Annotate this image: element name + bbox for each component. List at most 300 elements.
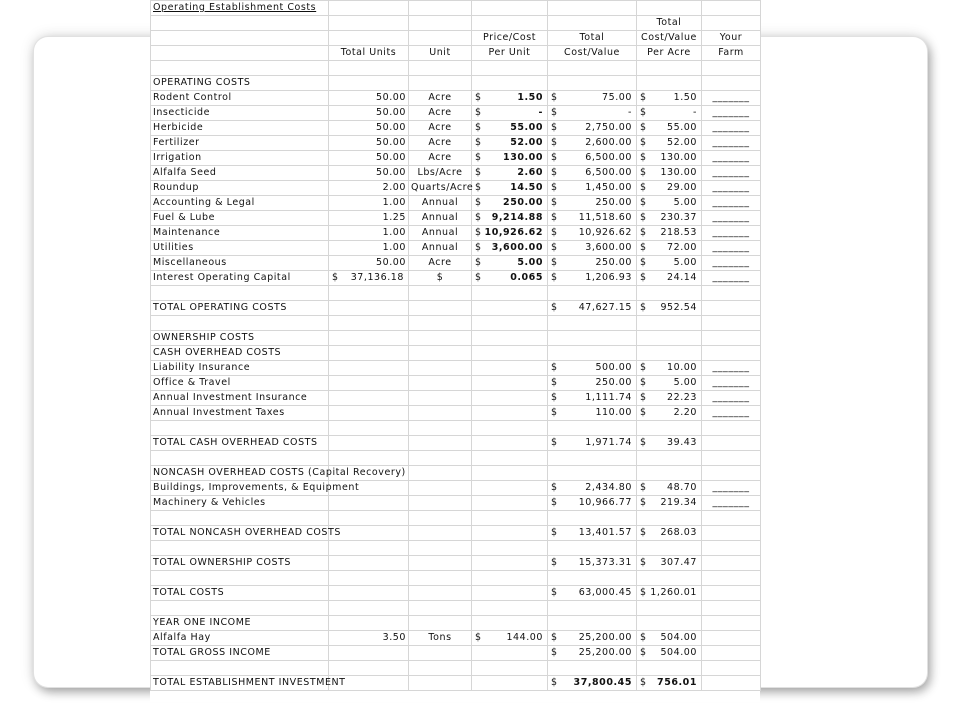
table-row	[151, 481, 761, 496]
empty-cell	[409, 76, 472, 91]
per-acre	[637, 376, 702, 391]
total-label: TOTAL OPERATING COSTS	[151, 301, 329, 316]
section-label: OPERATING COSTS	[151, 76, 329, 91]
empty-cell	[329, 76, 409, 91]
item-name: Annual Investment Insurance	[151, 391, 329, 406]
item-name: Accounting & Legal	[151, 196, 329, 211]
amount: 55.00	[510, 122, 543, 133]
price-per-unit	[472, 631, 548, 646]
total-label: TOTAL COSTS	[151, 586, 329, 601]
empty-cell	[151, 601, 329, 616]
amount: 5.00	[673, 197, 697, 208]
your-farm-input[interactable]: _______	[702, 256, 761, 271]
empty-cell	[329, 61, 409, 76]
amount: 219.34	[660, 497, 697, 508]
currency-symbol: $	[551, 437, 558, 448]
currency-symbol: $	[640, 377, 647, 388]
empty-cell	[329, 361, 409, 376]
empty-cell	[329, 406, 409, 421]
item-name: Irrigation	[151, 151, 329, 166]
your-farm-input[interactable]: _______	[702, 406, 761, 421]
empty-cell	[637, 331, 702, 346]
empty-cell	[702, 286, 761, 301]
your-farm-input[interactable]: _______	[702, 361, 761, 376]
your-farm-input[interactable]: _______	[702, 226, 761, 241]
amount: 504.00	[660, 647, 697, 658]
item-name: Miscellaneous	[151, 256, 329, 271]
total-gross-income-row	[151, 646, 761, 661]
your-farm-input[interactable]: _______	[702, 241, 761, 256]
unit: Acre	[409, 136, 472, 151]
empty-cell	[702, 61, 761, 76]
empty-cell	[702, 556, 761, 571]
currency-symbol: $	[551, 227, 558, 238]
empty-cell	[637, 421, 702, 436]
empty-cell	[409, 361, 472, 376]
empty-cell	[409, 481, 472, 496]
empty-cell	[409, 676, 472, 691]
total-units: 50.00	[329, 91, 409, 106]
blank-row	[151, 61, 761, 76]
amount: 72.00	[667, 242, 697, 253]
total-cost	[548, 256, 637, 271]
per-acre	[637, 151, 702, 166]
table-row	[151, 241, 761, 256]
empty-cell	[409, 406, 472, 421]
currency-symbol: $	[551, 272, 558, 283]
empty-cell	[409, 436, 472, 451]
per-acre	[637, 646, 702, 661]
empty-cell	[472, 601, 548, 616]
empty-cell	[472, 481, 548, 496]
total-units: 1.00	[329, 241, 409, 256]
section-label: YEAR ONE INCOME	[151, 616, 329, 631]
currency-symbol: $	[551, 407, 558, 418]
per-acre	[637, 211, 702, 226]
item-name: Maintenance	[151, 226, 329, 241]
per-acre	[637, 241, 702, 256]
empty-cell	[472, 301, 548, 316]
per-acre	[637, 106, 702, 121]
total-establishment-row	[151, 676, 761, 691]
empty-cell	[548, 466, 637, 481]
your-farm-input[interactable]: _______	[702, 136, 761, 151]
total-cost	[548, 376, 637, 391]
sheet-title: Operating Establishment Costs	[151, 1, 329, 16]
currency-symbol: $	[640, 482, 647, 493]
amount: 250.00	[595, 377, 632, 388]
currency-symbol: $	[640, 122, 647, 133]
currency-symbol: $	[475, 632, 482, 643]
total-label: TOTAL NONCASH OVERHEAD COSTS	[151, 526, 329, 541]
currency-symbol: $	[640, 527, 647, 538]
currency-symbol: $	[551, 152, 558, 163]
empty-cell	[472, 496, 548, 511]
empty-cell	[151, 61, 329, 76]
operating-costs-header	[151, 76, 761, 91]
per-acre	[637, 556, 702, 571]
total-cost	[548, 241, 637, 256]
cash-overhead-header	[151, 346, 761, 361]
amount: 37,800.45	[573, 677, 632, 688]
empty-cell	[409, 571, 472, 586]
currency-symbol: $	[551, 497, 558, 508]
blank-row	[151, 451, 761, 466]
amount: 1,260.01	[650, 587, 697, 598]
farm-header-line2: Farm	[702, 46, 761, 61]
total-cost	[548, 586, 637, 601]
total-cost	[548, 226, 637, 241]
total-units: 1.00	[329, 226, 409, 241]
empty-cell	[329, 346, 409, 361]
empty-cell	[329, 331, 409, 346]
amount: 2,750.00	[585, 122, 632, 133]
total-label: TOTAL CASH OVERHEAD COSTS	[151, 436, 329, 451]
currency-symbol: $	[551, 527, 558, 538]
empty-cell	[472, 571, 548, 586]
total-cost	[548, 361, 637, 376]
amount: 1,450.00	[585, 182, 632, 193]
empty-cell	[637, 316, 702, 331]
blank-row	[151, 286, 761, 301]
currency-symbol: $	[640, 632, 647, 643]
total-units: 1.00	[329, 196, 409, 211]
currency-symbol: $	[551, 362, 558, 373]
currency-symbol: $	[551, 587, 558, 598]
table-row	[151, 166, 761, 181]
total-header-line1: Total	[548, 31, 637, 46]
per-acre	[637, 226, 702, 241]
your-farm-input[interactable]: _______	[702, 181, 761, 196]
currency-symbol: $	[640, 137, 647, 148]
item-name: Roundup	[151, 181, 329, 196]
total-cost	[548, 631, 637, 646]
total-units: 50.00	[329, 136, 409, 151]
currency-symbol: $	[551, 92, 558, 103]
total-cost	[548, 136, 637, 151]
total-cost	[548, 496, 637, 511]
currency-symbol: $	[640, 677, 647, 688]
empty-cell	[409, 511, 472, 526]
empty-cell	[472, 541, 548, 556]
currency-symbol: $	[332, 272, 339, 283]
item-name: Herbicide	[151, 121, 329, 136]
total-units: 50.00	[329, 256, 409, 271]
amount: 2,600.00	[585, 137, 632, 148]
amount: 218.53	[660, 227, 697, 238]
item-name: Insecticide	[151, 106, 329, 121]
unit-header: Unit	[409, 46, 472, 61]
empty-cell	[409, 661, 472, 676]
currency-symbol: $	[640, 392, 647, 403]
total-units: 50.00	[329, 151, 409, 166]
empty-cell	[637, 616, 702, 631]
empty-cell	[472, 661, 548, 676]
amount: 756.01	[657, 677, 697, 688]
empty-cell	[151, 451, 329, 466]
currency-symbol: $	[640, 182, 647, 193]
price-per-unit	[472, 106, 548, 121]
per-acre	[637, 526, 702, 541]
per-acre	[637, 481, 702, 496]
amount: 47,627.15	[578, 302, 632, 313]
empty-cell	[329, 421, 409, 436]
currency-symbol: $	[551, 302, 558, 313]
currency-symbol: $	[475, 137, 482, 148]
total-cost	[548, 106, 637, 121]
item-name: Rodent Control	[151, 91, 329, 106]
per-acre-header-top: Total	[637, 16, 702, 31]
price-per-unit	[472, 181, 548, 196]
empty-cell	[472, 556, 548, 571]
amount: 3,600.00	[491, 242, 543, 253]
item-name: Liability Insurance	[151, 361, 329, 376]
your-farm-input[interactable]: _______	[702, 196, 761, 211]
table-row	[151, 211, 761, 226]
empty-cell	[548, 331, 637, 346]
amount: 952.54	[660, 302, 697, 313]
income-row	[151, 631, 761, 646]
currency-symbol: $	[475, 197, 482, 208]
currency-symbol: $	[551, 107, 558, 118]
your-farm-input[interactable]: _______	[702, 376, 761, 391]
amount: 130.00	[660, 152, 697, 163]
empty-cell	[409, 646, 472, 661]
currency-symbol: $	[551, 392, 558, 403]
currency-symbol: $	[640, 587, 647, 598]
empty-cell	[472, 646, 548, 661]
empty-cell	[409, 601, 472, 616]
currency-symbol: $	[551, 632, 558, 643]
per-acre-header-line1: Cost/Value	[637, 31, 702, 46]
empty-cell	[329, 646, 409, 661]
price-header-line2: Per Unit	[472, 46, 548, 61]
empty-cell	[702, 586, 761, 601]
empty-cell	[409, 376, 472, 391]
total-cost	[548, 481, 637, 496]
blank-row	[151, 601, 761, 616]
empty-cell	[409, 391, 472, 406]
your-farm-input[interactable]: _______	[702, 91, 761, 106]
unit: $	[409, 271, 472, 286]
amount: 130.00	[660, 167, 697, 178]
currency-symbol: $	[640, 647, 647, 658]
your-farm-input[interactable]: _______	[702, 151, 761, 166]
amount: 307.47	[660, 557, 697, 568]
total-cost	[548, 556, 637, 571]
total-units: 50.00	[329, 166, 409, 181]
total-units: 2.00	[329, 181, 409, 196]
empty-cell	[329, 316, 409, 331]
empty-cell	[472, 451, 548, 466]
empty-cell	[548, 616, 637, 631]
empty-cell	[472, 436, 548, 451]
your-farm-input[interactable]: _______	[702, 166, 761, 181]
currency-symbol: $	[475, 272, 482, 283]
total-units-header: Total Units	[329, 46, 409, 61]
item-name: Office & Travel	[151, 376, 329, 391]
empty-cell	[472, 316, 548, 331]
amount: 10,966.77	[578, 497, 632, 508]
empty-cell	[472, 376, 548, 391]
empty-cell	[329, 616, 409, 631]
per-acre	[637, 631, 702, 646]
price-per-unit	[472, 151, 548, 166]
amount: 24.14	[667, 272, 697, 283]
your-farm-input[interactable]: _______	[702, 496, 761, 511]
empty-cell	[702, 661, 761, 676]
total-costs-row	[151, 586, 761, 601]
amount: 10.00	[667, 362, 697, 373]
currency-symbol: $	[640, 257, 647, 268]
currency-symbol: $	[551, 677, 558, 688]
unit: Annual	[409, 226, 472, 241]
your-farm-input[interactable]: _______	[702, 391, 761, 406]
empty-cell	[151, 511, 329, 526]
total-cost	[548, 391, 637, 406]
empty-cell	[151, 316, 329, 331]
your-farm-input[interactable]: _______	[702, 211, 761, 226]
blank-row	[151, 421, 761, 436]
price-per-unit	[472, 136, 548, 151]
your-farm-input[interactable]: _______	[702, 271, 761, 286]
amount: 3,600.00	[585, 242, 632, 253]
table-row	[151, 496, 761, 511]
table-row	[151, 376, 761, 391]
per-acre	[637, 391, 702, 406]
table-row	[151, 361, 761, 376]
table-row	[151, 196, 761, 211]
price-per-unit	[472, 211, 548, 226]
currency-symbol: $	[475, 242, 482, 253]
empty-cell	[472, 676, 548, 691]
per-acre	[637, 301, 702, 316]
item-name: Buildings, Improvements, & Equipment	[151, 481, 329, 496]
total-cost	[548, 436, 637, 451]
total-noncash-row	[151, 526, 761, 541]
amount: 1.50	[517, 92, 543, 103]
unit: Quarts/Acre	[409, 181, 472, 196]
empty-cell	[702, 526, 761, 541]
total-operating-row	[151, 301, 761, 316]
currency-symbol: $	[551, 137, 558, 148]
table-row	[151, 256, 761, 271]
price-header-line1: Price/Cost	[472, 31, 548, 46]
empty-cell	[409, 541, 472, 556]
currency-symbol: $	[640, 242, 647, 253]
total-cost	[548, 211, 637, 226]
total-cost	[548, 676, 637, 691]
empty-cell	[329, 301, 409, 316]
empty-cell	[702, 541, 761, 556]
currency-symbol: $	[640, 107, 647, 118]
empty-cell	[702, 421, 761, 436]
amount: 268.03	[660, 527, 697, 538]
currency-symbol: $	[551, 122, 558, 133]
item-name: Machinery & Vehicles	[151, 496, 329, 511]
total-cost	[548, 166, 637, 181]
amount: -	[538, 107, 543, 118]
amount: 2,434.80	[585, 482, 632, 493]
total-cost	[548, 121, 637, 136]
empty-cell	[702, 451, 761, 466]
total-ownership-row	[151, 556, 761, 571]
blank-row	[151, 541, 761, 556]
amount: 250.00	[595, 197, 632, 208]
per-acre	[637, 271, 702, 286]
currency-symbol: $	[475, 152, 482, 163]
amount: 500.00	[595, 362, 632, 373]
currency-symbol: $	[551, 167, 558, 178]
empty-cell	[548, 421, 637, 436]
price-per-unit	[472, 91, 548, 106]
empty-cell	[472, 361, 548, 376]
amount: 1,206.93	[585, 272, 632, 283]
your-farm-input[interactable]: _______	[702, 106, 761, 121]
empty-cell	[702, 616, 761, 631]
currency-symbol: $	[475, 92, 482, 103]
unit: Annual	[409, 211, 472, 226]
amount: 75.00	[602, 92, 632, 103]
currency-symbol: $	[551, 647, 558, 658]
empty-cell	[409, 451, 472, 466]
amount: 10,926.62	[484, 227, 543, 238]
amount: 48.70	[667, 482, 697, 493]
total-units: 1.25	[329, 211, 409, 226]
empty-cell	[329, 541, 409, 556]
total-label: TOTAL ESTABLISHMENT INVESTMENT	[151, 676, 329, 691]
empty-cell	[702, 316, 761, 331]
your-farm-input[interactable]: _______	[702, 481, 761, 496]
empty-cell	[472, 526, 548, 541]
item-name: Fuel & Lube	[151, 211, 329, 226]
empty-cell	[472, 346, 548, 361]
item-name: Fertilizer	[151, 136, 329, 151]
currency-symbol: $	[551, 197, 558, 208]
empty-cell	[409, 346, 472, 361]
empty-cell	[637, 346, 702, 361]
empty-cell	[329, 586, 409, 601]
empty-cell	[637, 601, 702, 616]
amount: 1,971.74	[585, 437, 632, 448]
amount: 13,401.57	[578, 527, 632, 538]
amount: 144.00	[506, 632, 543, 643]
price-per-unit	[472, 256, 548, 271]
amount: 5.00	[673, 257, 697, 268]
empty-cell	[151, 571, 329, 586]
total-cost	[548, 646, 637, 661]
amount: -	[693, 107, 697, 118]
empty-cell	[702, 571, 761, 586]
total-units: 3.50	[329, 631, 409, 646]
empty-cell	[409, 556, 472, 571]
empty-cell	[472, 616, 548, 631]
your-farm-input[interactable]: _______	[702, 121, 761, 136]
empty-cell	[409, 496, 472, 511]
section-label: CASH OVERHEAD COSTS	[151, 346, 329, 361]
amount: 37,136.18	[350, 272, 404, 283]
section-label: OWNERSHIP COSTS	[151, 331, 329, 346]
empty-cell	[548, 316, 637, 331]
empty-cell	[409, 61, 472, 76]
empty-cell	[548, 571, 637, 586]
price-per-unit	[472, 166, 548, 181]
currency-symbol: $	[640, 407, 647, 418]
empty-cell	[472, 331, 548, 346]
per-acre	[637, 136, 702, 151]
item-name: Alfalfa Seed	[151, 166, 329, 181]
empty-cell	[329, 661, 409, 676]
